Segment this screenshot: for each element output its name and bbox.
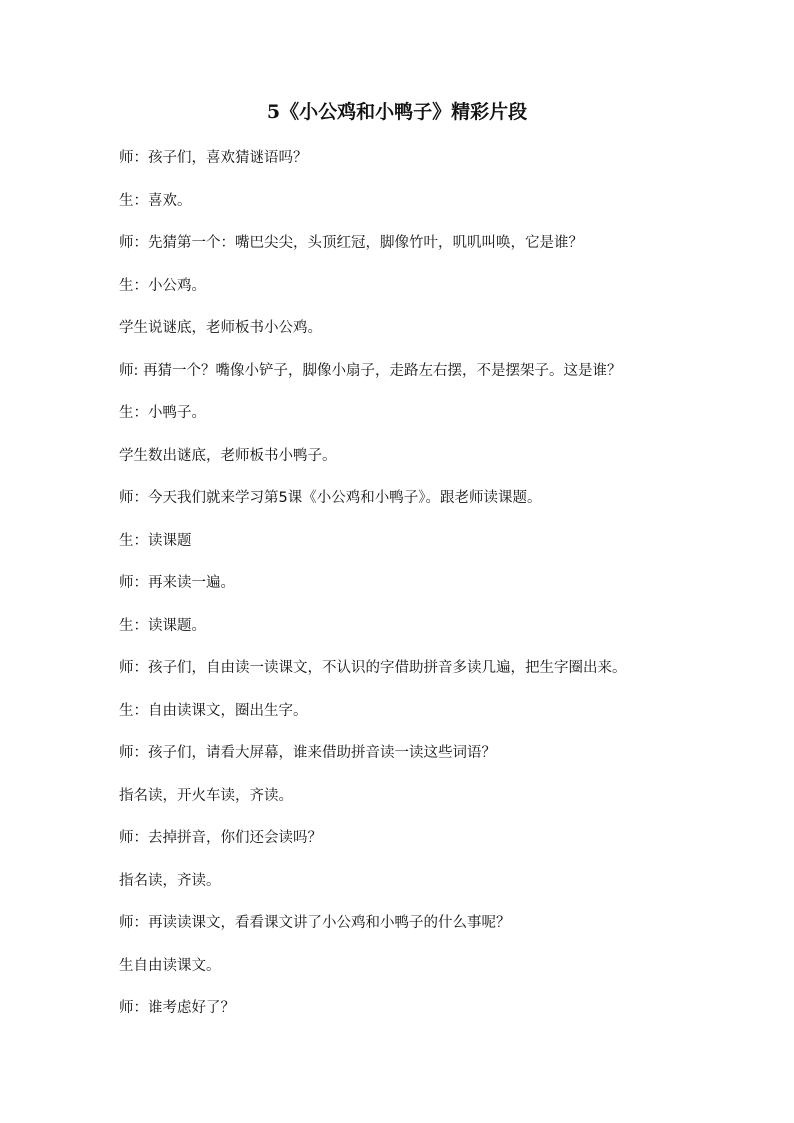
dialogue-line: 师：今天我们就来学习第5课《小公鸡和小鸭子》。跟老师读课题。 (119, 490, 542, 506)
dialogue-line: 师：孩子们，自由读一读课文，不认识的字借助拼音多读几遍，把生字圈出来。 (119, 660, 627, 676)
dialogue-line: 师：孩子们，喜欢猜谜语吗？ (119, 150, 308, 166)
dialogue-line: 生：小公鸡。 (119, 277, 206, 294)
dialogue-line: 师：再来读一遍。 (119, 575, 235, 591)
dialogue-line: 生：自由读课文，圈出生字。 (119, 702, 308, 719)
document-title: 5《小公鸡和小鸭子》精彩片段 (266, 101, 528, 123)
dialogue-line: 生：读课题。 (119, 617, 206, 634)
dialogue-line: 师：孩子们，请看大屏幕，谁来借助拼音读一读这些词语？ (119, 745, 496, 761)
dialogue-line: 指名读，开火车读，齐读。 (119, 787, 293, 804)
dialogue-line: 生自由读课文。 (119, 957, 221, 974)
dialogue-line: 生：读课题 (119, 532, 192, 549)
dialogue-line: 生：小鸭子。 (119, 405, 206, 421)
dialogue-line: 生：喜欢。 (119, 192, 192, 209)
dialogue-lines (119, 144, 779, 1037)
dialogue-line: 师：再读读课文，看看课文讲了小公鸡和小鸭子的什么事呢？ (119, 915, 511, 931)
dialogue-line: 学生说谜底，老师板书小公鸡。 (119, 320, 322, 336)
dialogue-line: 师：谁考虑好了？ (119, 1000, 235, 1016)
dialogue-line: 师：先猜第一个：嘴巴尖尖，头顶红冠，脚像竹叶，叽叽叫唤，它是谁？ (119, 235, 583, 251)
dialogue-line: 指名读，齐读。 (119, 872, 221, 889)
dialogue-line: 学生数出谜底，老师板书小鸭子。 (119, 447, 337, 464)
dialogue-line: 师: 再猜一个？嘴像小铲子，脚像小扇子，走路左右摆，不是摆架子。这是谁？ (119, 362, 622, 379)
dialogue-line: 师：去掉拼音，你们还会读吗？ (119, 830, 322, 846)
